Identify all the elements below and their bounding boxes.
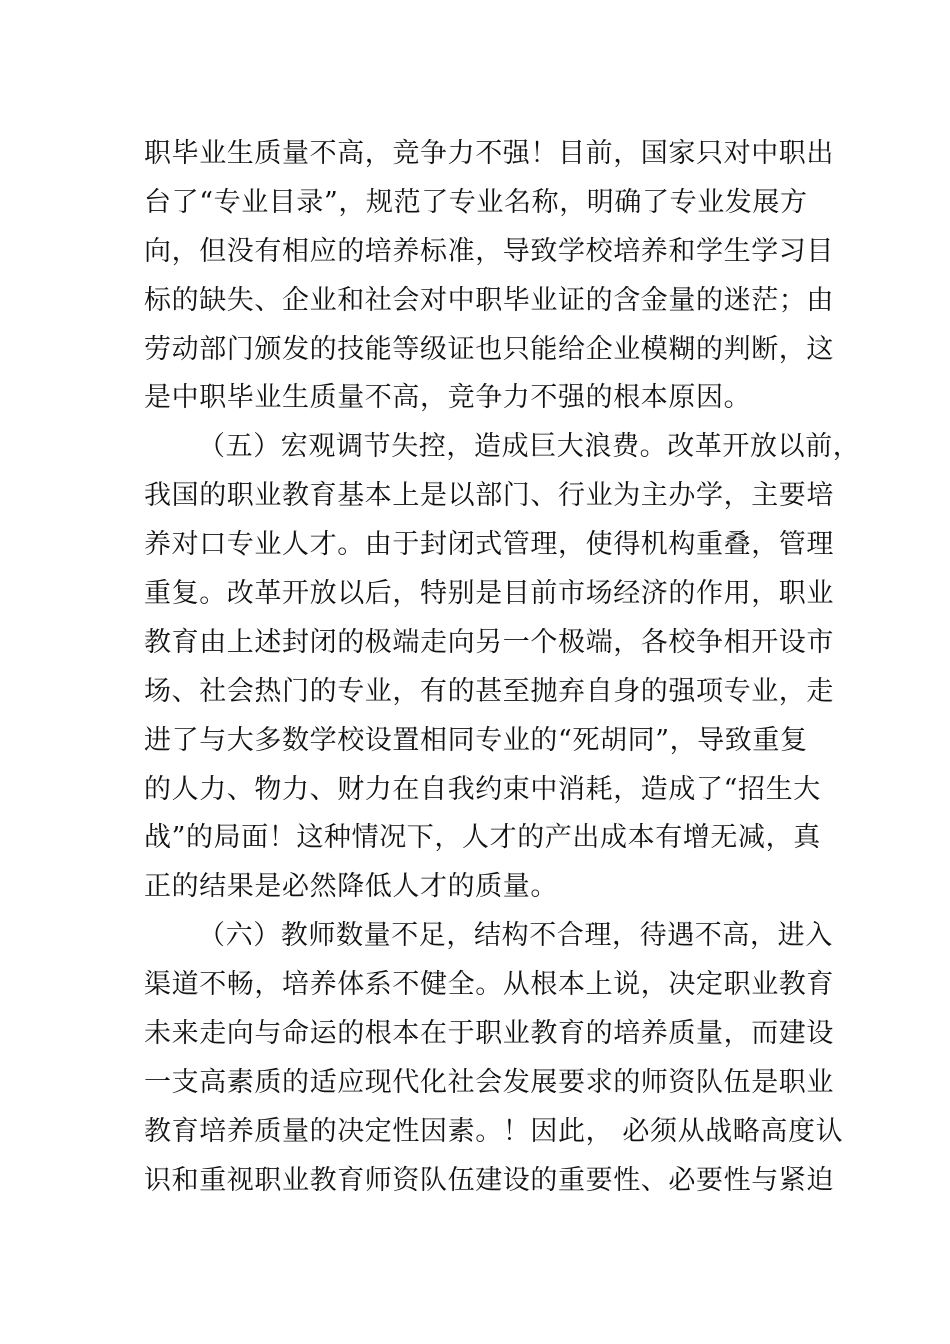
text-line: 养对口专业人才。由于封闭式管理，使得机构重叠，管理 (144, 529, 834, 561)
text-line: 正的结果是必然降低人才的质量。 (144, 871, 558, 903)
text-line: 教育由上述封闭的极端走向另一个极端，各校争相开设市 (144, 626, 834, 658)
text-line: 标的缺失、企业和社会对中职毕业证的含金量的迷茫；由 (144, 284, 834, 316)
text-line: 教育培养质量的决定性因素。！因此， 必须从战略高度认 (144, 1115, 844, 1147)
text-line: 未来走向与命运的根本在于职业教育的培养质量，而建设 (144, 1018, 834, 1050)
text-line: 场、社会热门的专业，有的甚至抛弃自身的强项专业，走 (144, 675, 834, 707)
text-line: 的人力、物力、财力在自我约束中消耗，造成了“招生大 (144, 773, 821, 805)
text-line: 台了“专业目录”，规范了专业名称，明确了专业发展方 (144, 186, 808, 218)
text-line: 进了与大多数学校设置相同专业的“死胡同”，导致重复 (144, 724, 808, 756)
text-line: 我国的职业教育基本上是以部门、行业为主办学，主要培 (144, 480, 834, 512)
paragraph-first-line: （六）教师数量不足，结构不合理，待遇不高，进入 (198, 920, 833, 952)
text-line: 识和重视职业教育师资队伍建设的重要性、必要性与紧迫 (144, 1164, 834, 1196)
text-line: 是中职毕业生质量不高，竞争力不强的根本原因。 (144, 382, 752, 414)
text-line: 劳动部门颁发的技能等级证也只能给企业模糊的判断，这 (144, 333, 834, 365)
text-line: 重复。改革开放以后，特别是目前市场经济的作用，职业 (144, 578, 834, 610)
text-line: 渠道不畅，培养体系不健全。从根本上说，决定职业教育 (144, 969, 834, 1001)
text-line: 职毕业生质量不高，竞争力不强！目前，国家只对中职出 (144, 138, 834, 169)
text-line: 战”的局面！这种情况下，人才的产出成本有增无减，真 (144, 822, 821, 854)
text-line: 向，但没有相应的培养标准，导致学校培养和学生学习目 (144, 235, 834, 267)
text-line: 一支高素质的适应现代化社会发展要求的师资队伍是职业 (144, 1066, 834, 1098)
paragraph-first-line: （五）宏观调节失控，造成巨大浪费。改革开放以前， (198, 431, 861, 463)
body-text (144, 130, 861, 1206)
